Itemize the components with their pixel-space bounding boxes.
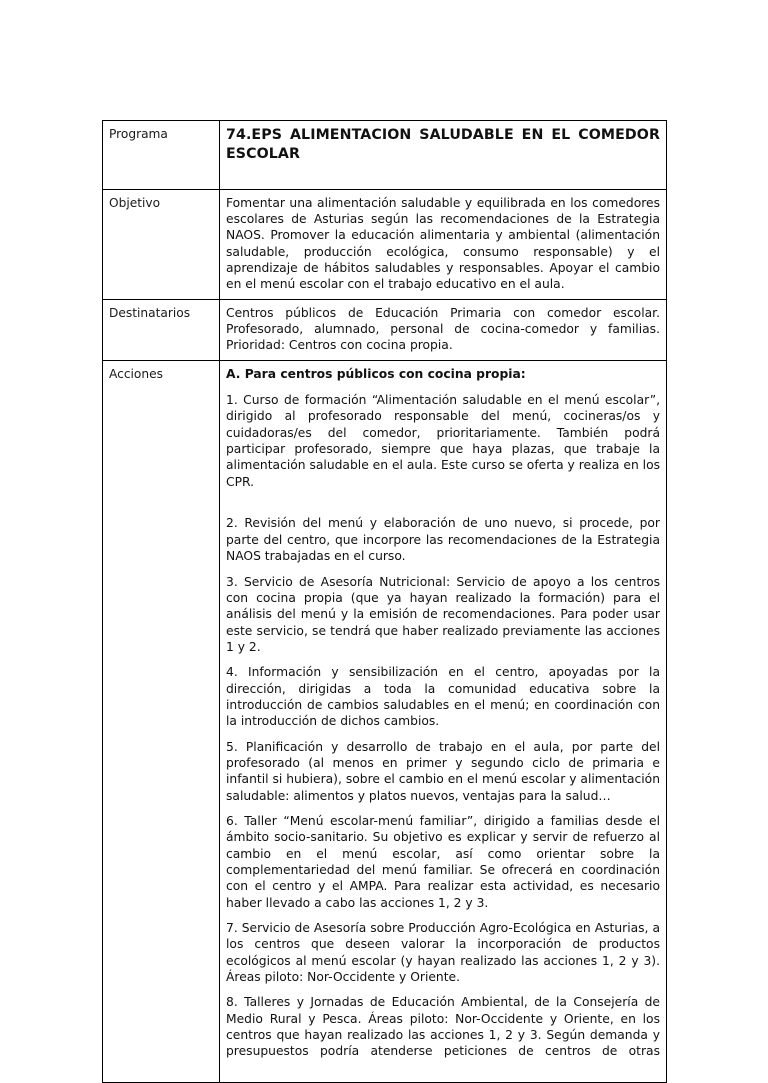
program-info-table [102, 120, 667, 1083]
accion-item-5: 5. Planificación y desarrollo de trabajo en el aula, por parte del profesorado (al menos en primer y segundo ciclo de primaria e infantil si hubiera), sobre el cambio en el menú escolar y alimentación saludable: alimentos y platos nuevos, ventajas para la salud… [226, 739, 660, 803]
acciones-subheading: A. Para centros públicos con cocina propia: [226, 366, 526, 381]
table-row-objetivo [103, 189, 667, 299]
table-row-acciones [103, 360, 667, 1082]
row-label-acciones: Acciones [103, 360, 220, 1082]
accion-item-2: 2. Revisión del menú y elaboración de uno nuevo, si procede, por parte del centro, que incorpore las recomendaciones de la Estrategia NAOS trabajadas en el curso. [226, 516, 660, 564]
accion-item-8: 8. Talleres y Jornadas de Educación Ambiental, de la Consejería de Medio Rural y Pesca. Áreas piloto: Nor-Occidente y Oriente, en los centros que hayan realizado las acciones 1, 2 y 3. Según demanda y presupuestos podría atenderse peticiones de centros de otras [226, 995, 660, 1059]
program-title-cell [220, 121, 667, 190]
row-label-destinatarios: Destinatarios [103, 299, 220, 360]
accion-item-4: 4. Información y sensibilización en el centro, apoyadas por la dirección, dirigidas a toda la comunidad educativa sobre la introducción de cambios saludables en el menú; en coordinación con la introducción de dichos cambios. [226, 665, 660, 729]
accion-item-7: 7. Servicio de Asesoría sobre Producción Agro-Ecológica en Asturias, a los centros que deseen valorar la incorporación de productos ecológicos al menú escolar (y hayan realizado las acciones 1, 2 y 3). Áreas piloto: Nor-Occidente y Oriente. [226, 921, 660, 985]
destinatarios-paragraph: Centros públicos de Educación Primaria con comedor escolar. Profesorado, alumnado, personal de cocina-comedor y familias. Prioridad: Centros con cocina propia. [226, 305, 660, 353]
destinatarios-content-cell [220, 299, 667, 360]
accion-item-3: 3. Servicio de Asesoría Nutricional: Servicio de apoyo a los centros con cocina propia (que ya hayan realizado la formación) para el análisis del menú y la emisión de recomendaciones. Para poder usar este servicio, se tendrá que haber realizado previamente las acciones 1 y 2. [226, 574, 660, 654]
page-title: 74.EPS ALIMENTACION SALUDABLE EN EL COMEDOR ESCOLAR [226, 127, 660, 162]
objetivo-content-cell [220, 189, 667, 299]
table-row-programa [103, 121, 667, 190]
acciones-content-cell [220, 360, 667, 1082]
objetivo-paragraph: Fomentar una alimentación saludable y equilibrada en los comedores escolares de Asturias según las recomendaciones de la Estrategia NAOS. Promover la educación alimentaria y ambiental (alimentación saludable, producción ecológica, consumo responsable) y el aprendizaje de hábitos saludables y responsables. Apoyar el cambio en el menú escolar con el trabajo educativo en el aula. [226, 195, 660, 292]
accion-item-1: 1. Curso de formación “Alimentación saludable en el menú escolar”, dirigido al profesorado responsable del menú, cocineras/os y cuidadoras/es del comedor, prioritariamente. También podrá participar profesorado, siempre que haya plazas, que trabaje la alimentación saludable en el aula. Este curso se oferta y realiza en los CPR. [226, 393, 660, 489]
row-label-programa: Programa [103, 121, 220, 190]
row-label-objetivo: Objetivo [103, 189, 220, 299]
accion-item-6: 6. Taller “Menú escolar-menú familiar”, dirigido a familias desde el ámbito socio-sanitario. Su objetivo es explicar y servir de refuerzo al cambio en el menú escolar, así como orientar sobre la complementariedad del menú familiar. Se ofrecerá en coordinación con el centro y el AMPA. Para realizar esta actividad, es necesario haber llevado a cabo las acciones 1, 2 y 3. [226, 813, 660, 910]
table-row-destinatarios [103, 299, 667, 360]
